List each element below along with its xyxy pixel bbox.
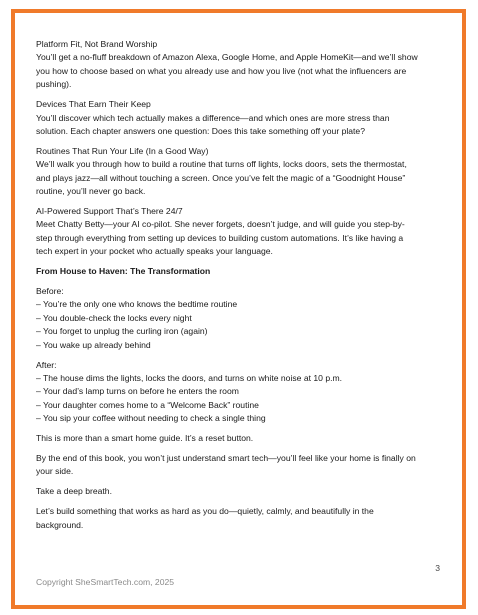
page-content [36,38,419,539]
closing-paragraph: Let’s build something that works as hard as you do—quietly, calmly, and beautifully in the background. [36,506,374,530]
section-routines [36,145,419,199]
after-list [36,372,419,426]
section-title: Routines That Run Your Life (In a Good Way) [36,145,209,156]
list-item: – You forget to unplug the curling iron (again) [36,326,208,337]
closing-paragraph: This is more than a smart home guide. It’s a reset button. [36,433,254,444]
list-item: – Your daughter comes home to a “Welcome Back” routine [36,399,259,410]
closing-paragraph: By the end of this book, you won’t just understand smart tech—you’ll feel like your home is finally on your side. [36,452,416,477]
list-item: – The house dims the lights, locks the doors, and turns on white noise at 10 p.m. [36,372,343,383]
list-item: – You wake up already behind [36,339,151,350]
list-item: – You sip your coffee without needing to check a single thing [36,413,266,424]
list-item: – You double-check the locks every night [36,312,192,323]
section-platform-fit [36,38,419,92]
section-title: Platform Fit, Not Brand Worship [36,39,158,49]
list-item: – Your dad’s lamp turns on before he enters the room [36,386,239,397]
before-list [36,298,419,352]
before-label: Before: [36,286,64,296]
transformation-heading: From House to Haven: The Transformation [36,266,211,277]
section-body: Meet Chatty Betty—your AI co-pilot. She never forgets, doesn’t judge, and will guide you step-by-step through everything from setting up devices to building custom automations. It’s like having a tech expert in your pocket who actually speaks your language. [36,219,405,257]
section-devices [36,98,419,138]
closing-paragraph: Take a deep breath. [36,486,112,497]
section-title: AI-Powered Support That’s There 24/7 [36,205,183,216]
after-label: After: [36,359,57,370]
after-list-block [36,359,419,426]
section-body: You’ll get a no-fluff breakdown of Amazon Alexa, Google Home, and Apple HomeKit—and we’ll show you how to choose based on what you already use and how you live (not what the influencers are pushing). [36,52,418,90]
list-item: – You’re the only one who knows the bedtime routine [36,299,238,310]
section-body: You’ll discover which tech actually makes a difference—and which ones are more stress than solution. Each chapter answers one question: Does this take something off your plate? [36,112,390,136]
page-number: 3 [435,563,440,573]
before-list-block [36,285,419,352]
section-title: Devices That Earn Their Keep [36,99,151,110]
section-ai-support [36,205,419,259]
copyright-footer: Copyright SheSmartTech.com, 2025 [36,577,175,587]
section-body: We’ll walk you through how to build a routine that turns off lights, locks doors, sets the thermostat, and plays jazz—all without touching a screen. Once you’ve felt the magic of a “Goodnight House” routine, you’ll never go back. [36,159,407,197]
